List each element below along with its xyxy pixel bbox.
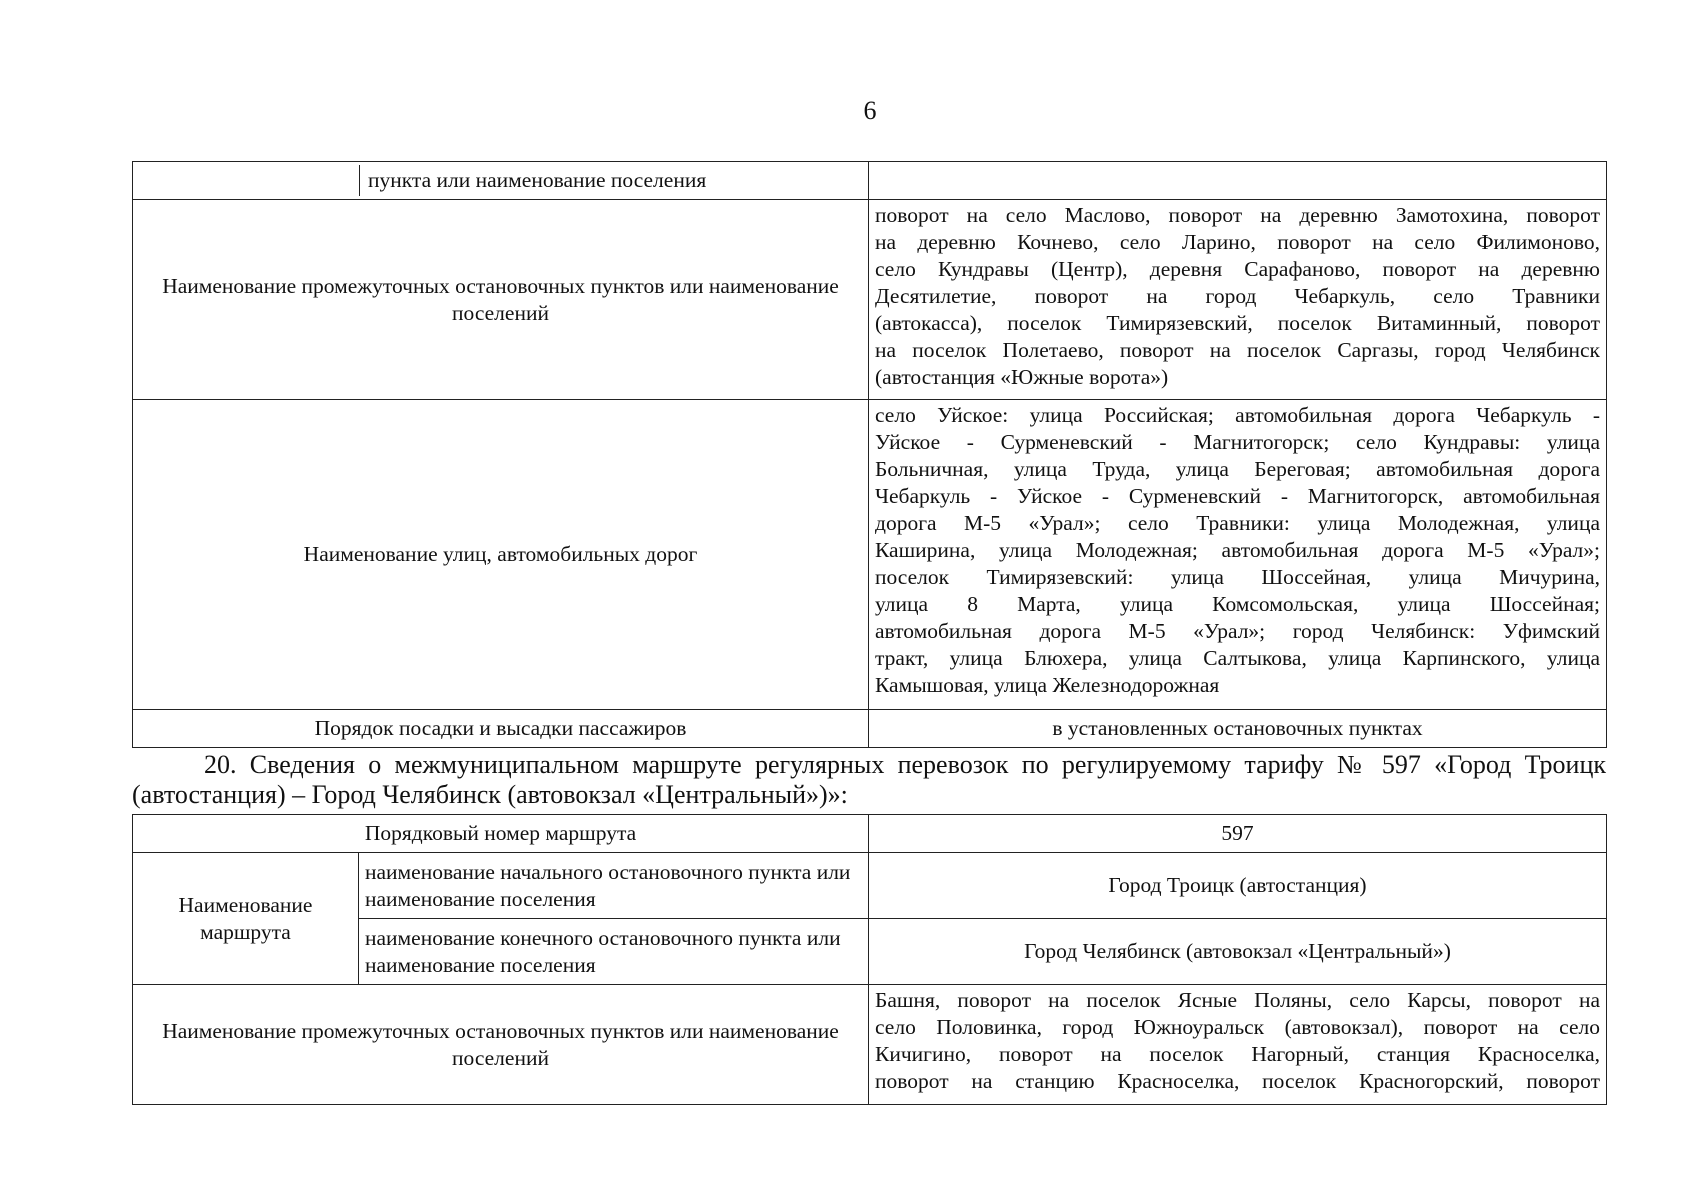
route-details-table-continued [132,161,1607,748]
streets-roads-value: село Уйское: улица Российская; автомобильная дорога Чебаркуль - Уйское - Сурменевский - Магнитогорск; село Кундравы: улица Больничная, улица Труда, улица Береговая; автомобильная дорога Чебаркуль - Уйское - Сурменевский - Магнитогорск, автомобильная дорога М-5 «Урал»; село Травники: улица Молодежная, улица Каширина, улица Молодежная; автомобильная дорога М-5 «Урал»; поселок Тимирязевский: улица Шоссейная, улица Мичурина, улица 8 Марта, улица Комсомольская, улица Шоссейная; автомобильная дорога М-5 «Урал»; город Челябинск: Уфимский тракт, улица Блюхера, улица Салтыкова, улица Карпинского, улица Камышовая, улица Железнодорожная [869,400,1607,710]
boarding-order-label: Порядок посадки и высадки пассажиров [133,710,869,748]
terminal-stop-value [869,162,1607,200]
start-stop-label: наименование начального остановочного пункта или наименование поселения [359,853,869,919]
table-row [133,200,1607,400]
terminal-stop-label: пункта или наименование поселения [368,168,707,192]
blank-subcell [133,165,360,196]
route-number-label: Порядковый номер маршрута [133,815,869,853]
table-row [133,400,1607,710]
table-row [133,162,1607,200]
table-row [133,815,1607,853]
table-row [133,853,1607,919]
boarding-order-value: в установленных остановочных пунктах [869,710,1607,748]
streets-roads-label: Наименование улиц, автомобильных дорог [133,400,869,710]
end-stop-value: Город Челябинск (автовокзал «Центральный») [869,919,1607,985]
intermediate-stops-value: поворот на село Маслово, поворот на деревню Замотохина, поворот на деревню Кочнево, село Ларино, поворот на село Филимоново, село Кундравы (Центр), деревня Сарафаново, поворот на деревню Десятилетие, поворот на город Чебаркуль, село Травники (автокасса), поселок Тимирязевский, поселок Витаминный, поворот на поселок Полетаево, поворот на поселок Саргазы, город Челябинск (автостанция «Южные ворота») [869,200,1607,400]
section-heading: 20. Сведения о межмуниципальном маршруте регулярных перевозок по регулируемому тарифу № 597 «Город Троицк (автостанция) – Город Челябинск (автовокзал «Центральный»)»: [132,750,1606,809]
intermediate-stops-label: Наименование промежуточных остановочных пунктов или наименование поселений [133,200,869,400]
route-name-label: Наименование маршрута [133,853,359,985]
intermediate-stops-value: Башня, поворот на поселок Ясные Поляны, село Карсы, поворот на село Половинка, город Южноуральск (автовокзал), поворот на село Кичигино, поворот на поселок Нагорный, станция Красноселка, поворот на станцию Красноселка, поселок Красногорский, поворот [869,985,1607,1105]
route-number-value: 597 [869,815,1607,853]
terminal-stop-cell [133,162,869,200]
table-row [133,985,1607,1105]
start-stop-value: Город Троицк (автостанция) [869,853,1607,919]
end-stop-label: наименование конечного остановочного пункта или наименование поселения [359,919,869,985]
intermediate-stops-label: Наименование промежуточных остановочных пунктов или наименование поселений [133,985,869,1105]
table-row [133,710,1607,748]
page-number: 6 [863,96,877,125]
route-597-table [132,814,1607,1105]
